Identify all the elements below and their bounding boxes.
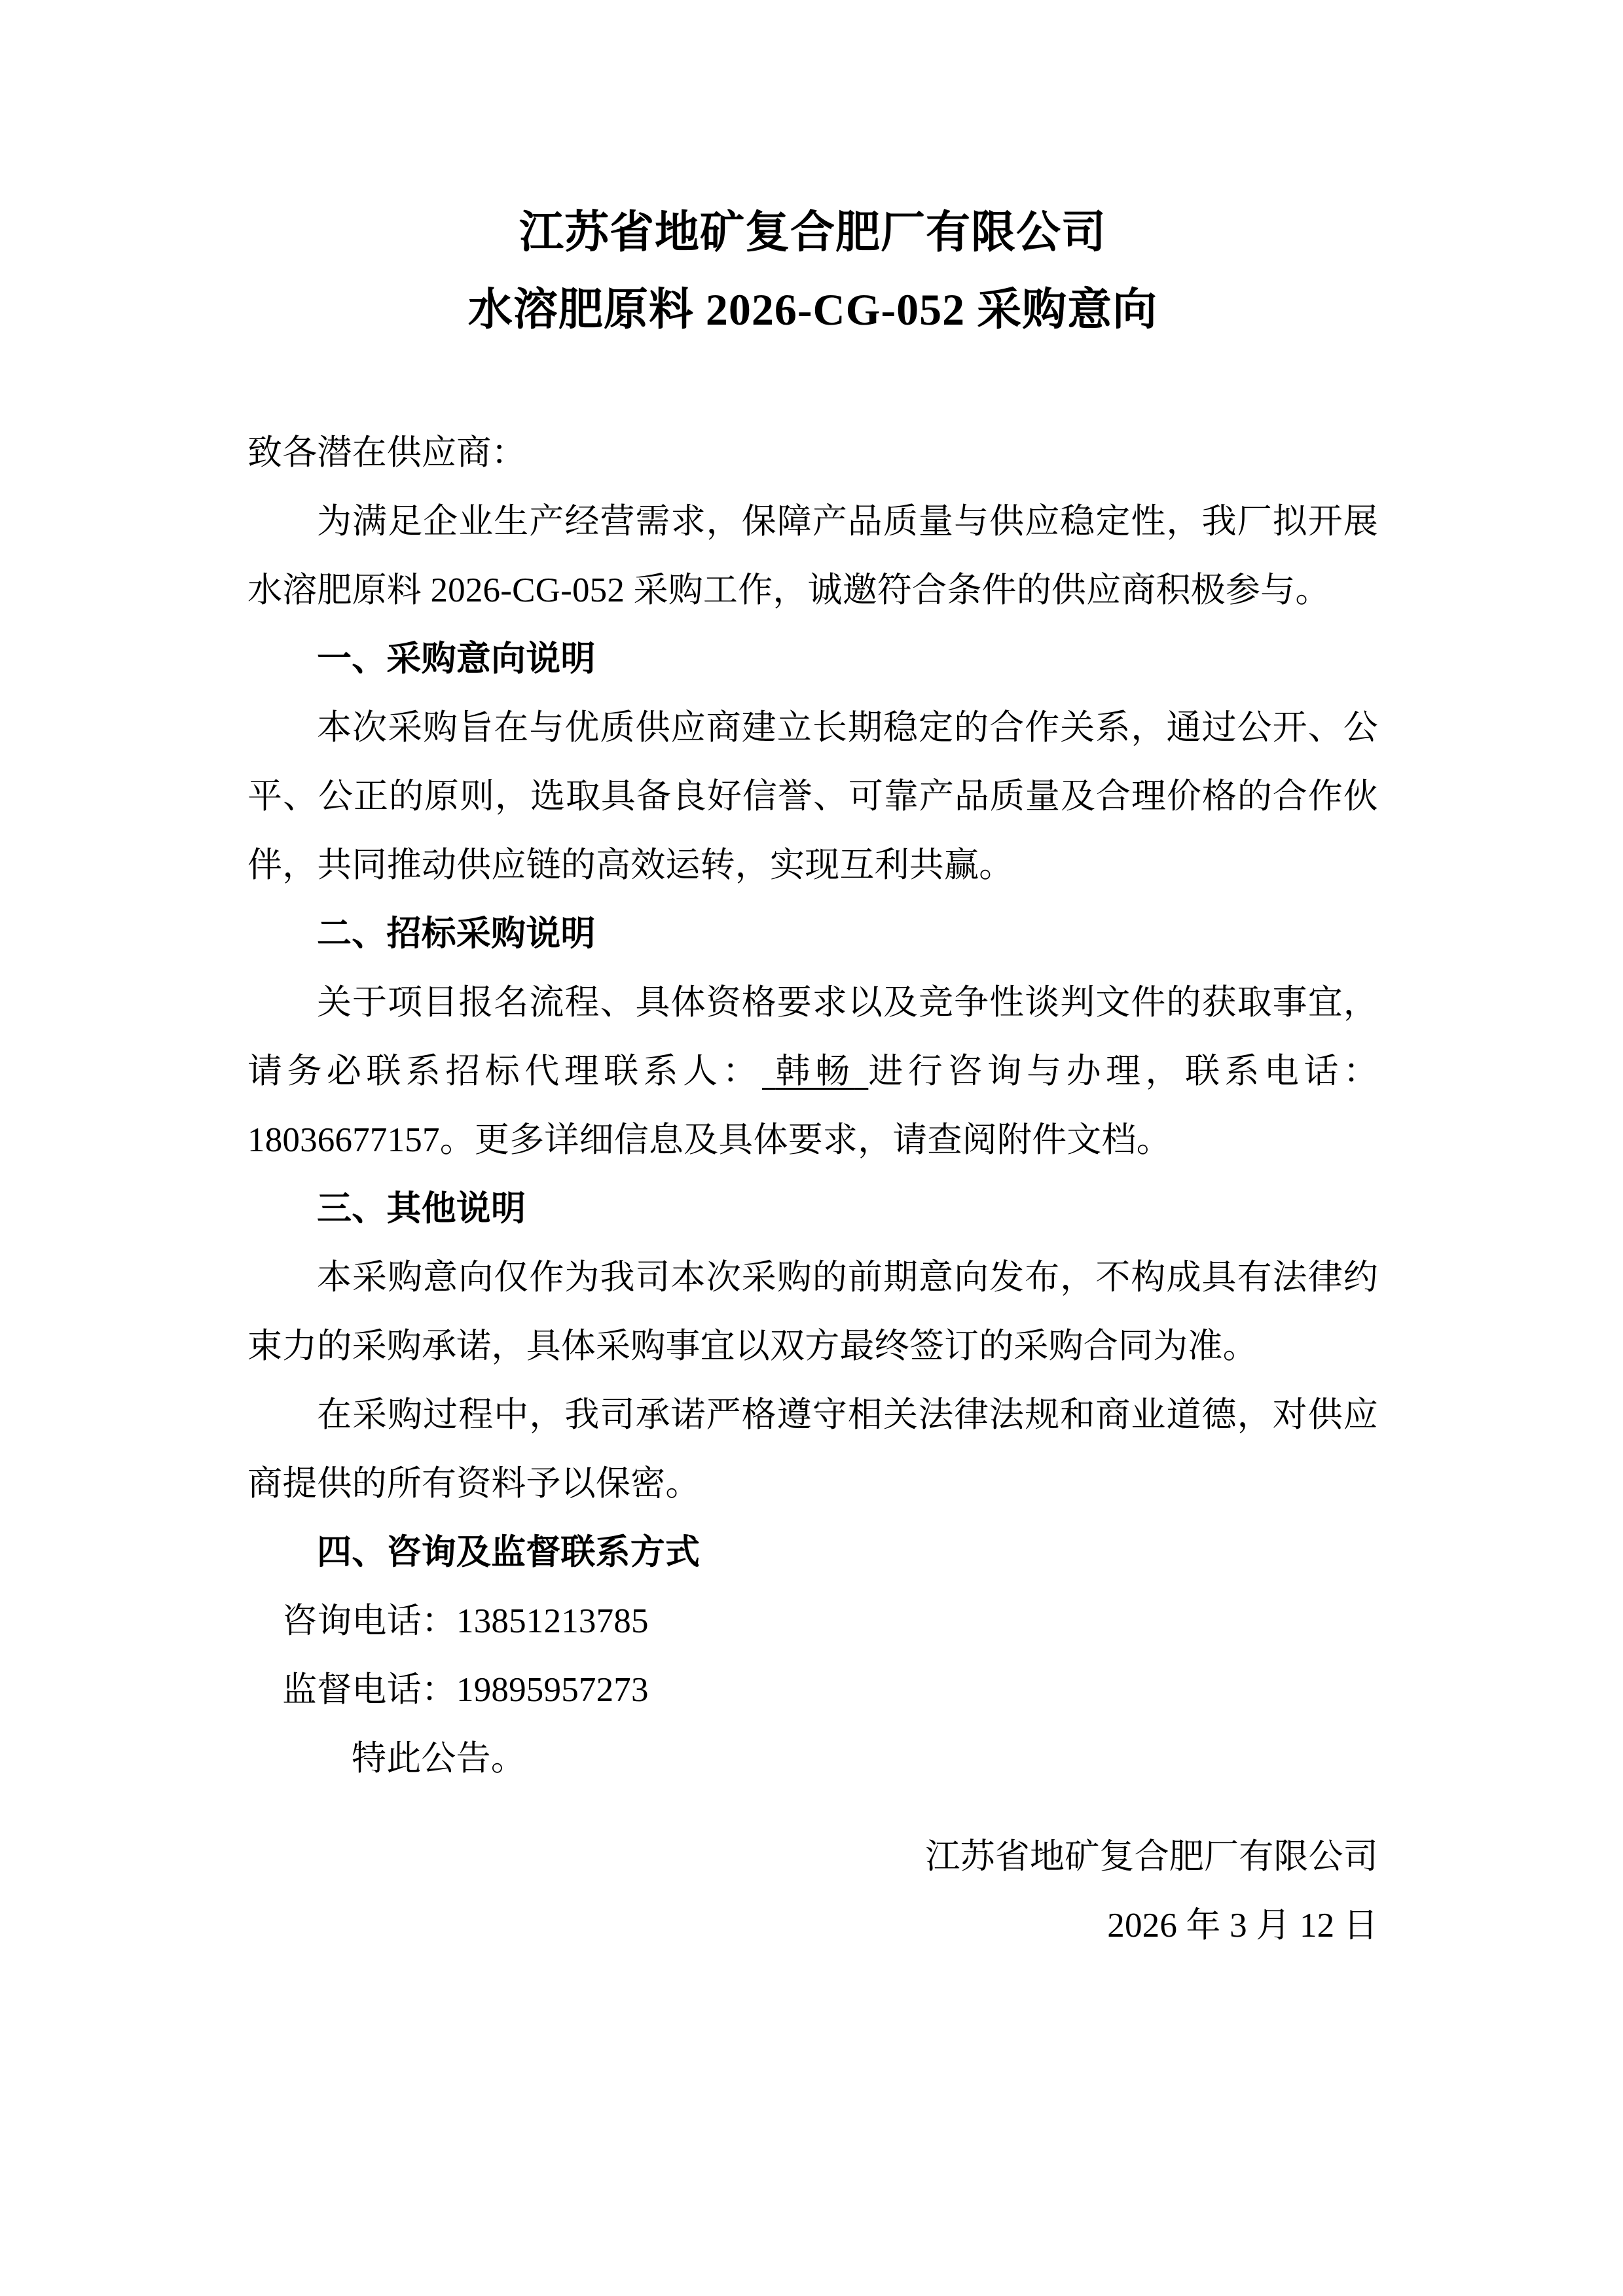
section-heading-2: 二、招标采购说明 <box>317 915 596 953</box>
title-line-subject: 水溶肥原料 2026-CG-052 采购意向 <box>467 285 1158 334</box>
agent-name: 韩畅 <box>775 1052 855 1090</box>
closing-line: 特此公告。 <box>352 1740 526 1778</box>
agent-text-before: 关于项目报名流程、具体资格要求以及竞争性谈判文件的获取事宜，请务必联系招标代理联系人： <box>247 984 1378 1090</box>
supervise-phone-line: 监督电话：19895957273 <box>282 1671 649 1709</box>
section-3-paragraph-1: 本采购意向仅作为我司本次采购的前期意向发布，不构成具有法律约束力的采购承诺，具体采购事宜以双方最终签订的采购合同为准。 <box>247 1259 1378 1365</box>
section-2-paragraph-1 <box>247 969 1378 1175</box>
salutation: 致各潜在供应商： <box>247 434 526 472</box>
signature-block <box>247 1823 1378 1960</box>
section-1-paragraph-1: 本次采购旨在与优质供应商建立长期稳定的合作关系，通过公开、公平、公正的原则，选取具备良好信誉、可靠产品质量及合理价格的合作伙伴，共同推动供应链的高效运转，实现互利共赢。 <box>247 709 1378 884</box>
signature-date: 2026 年 3 月 12 日 <box>1107 1907 1378 1945</box>
section-heading-3: 三、其他说明 <box>317 1190 526 1228</box>
section-heading-4: 四、咨询及监督联系方式 <box>317 1534 701 1571</box>
document-title <box>247 194 1378 348</box>
document-body <box>247 419 1378 1960</box>
section-heading-1: 一、采购意向说明 <box>317 640 596 678</box>
document-content <box>247 0 1378 1960</box>
consult-phone-line: 咨询电话：13851213785 <box>282 1602 649 1640</box>
intro-paragraph: 为满足企业生产经营需求，保障产品质量与供应稳定性，我厂拟开展水溶肥原料 2026-CG-052 采购工作，诚邀符合条件的供应商积极参与。 <box>247 503 1378 609</box>
agent-name-underlined <box>762 1052 868 1090</box>
agent-text-after: 进行咨询与办理，联系电话：18036677157。更多详细信息及具体要求，请查阅附件文档。 <box>247 1052 1379 1159</box>
signature-company: 江苏省地矿复合肥厂有限公司 <box>925 1838 1378 1876</box>
section-3-paragraph-2: 在采购过程中，我司承诺严格遵守相关法律法规和商业道德，对供应商提供的所有资料予以保密。 <box>247 1396 1378 1503</box>
title-line-company: 江苏省地矿复合肥厂有限公司 <box>519 207 1106 257</box>
